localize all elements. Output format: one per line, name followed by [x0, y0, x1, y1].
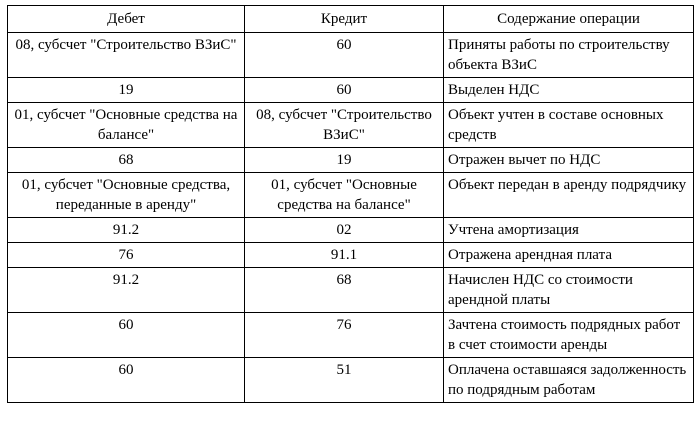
- table-row: [8, 78, 694, 103]
- cell-description: Объект учтен в составе основных средств: [444, 103, 694, 148]
- cell-credit: 60: [245, 33, 444, 78]
- table-header: [8, 6, 694, 33]
- cell-description: Оплачена оставшаяся задолженность по подрядным работам: [444, 358, 694, 403]
- cell-debit: 68: [8, 148, 245, 173]
- cell-debit: 19: [8, 78, 245, 103]
- cell-credit: 68: [245, 268, 444, 313]
- cell-credit: 19: [245, 148, 444, 173]
- cell-debit: 01, субсчет "Основные средства на балансе": [8, 103, 245, 148]
- cell-debit: 08, субсчет "Строительство ВЗиС": [8, 33, 245, 78]
- table-row: [8, 33, 694, 78]
- header-row: [8, 6, 694, 33]
- table-row: [8, 313, 694, 358]
- cell-credit: 08, субсчет "Строительство ВЗиС": [245, 103, 444, 148]
- cell-debit: 76: [8, 243, 245, 268]
- header-credit: Кредит: [245, 6, 444, 33]
- cell-description: Объект передан в аренду подрядчику: [444, 173, 694, 218]
- cell-debit: 01, субсчет "Основные средства, переданные в аренду": [8, 173, 245, 218]
- cell-description: Выделен НДС: [444, 78, 694, 103]
- cell-debit: 60: [8, 313, 245, 358]
- cell-credit: 76: [245, 313, 444, 358]
- table-row: [8, 358, 694, 403]
- cell-credit: 91.1: [245, 243, 444, 268]
- cell-debit: 91.2: [8, 218, 245, 243]
- cell-description: Начислен НДС со стоимости арендной платы: [444, 268, 694, 313]
- header-debit: Дебет: [8, 6, 245, 33]
- cell-description: Отражена арендная плата: [444, 243, 694, 268]
- header-description: Содержание операции: [444, 6, 694, 33]
- table-body: [8, 33, 694, 403]
- table-row: [8, 268, 694, 313]
- accounting-entries-table: [7, 5, 694, 403]
- table-row: [8, 218, 694, 243]
- cell-description: Отражен вычет по НДС: [444, 148, 694, 173]
- cell-description: Учтена амортизация: [444, 218, 694, 243]
- cell-description: Зачтена стоимость подрядных работ в счет стоимости аренды: [444, 313, 694, 358]
- cell-credit: 51: [245, 358, 444, 403]
- table-row: [8, 243, 694, 268]
- cell-credit: 01, субсчет "Основные средства на балансе": [245, 173, 444, 218]
- cell-description: Приняты работы по строительству объекта ВЗиС: [444, 33, 694, 78]
- cell-debit: 91.2: [8, 268, 245, 313]
- cell-credit: 60: [245, 78, 444, 103]
- table-row: [8, 148, 694, 173]
- cell-debit: 60: [8, 358, 245, 403]
- table-row: [8, 173, 694, 218]
- cell-credit: 02: [245, 218, 444, 243]
- table-row: [8, 103, 694, 148]
